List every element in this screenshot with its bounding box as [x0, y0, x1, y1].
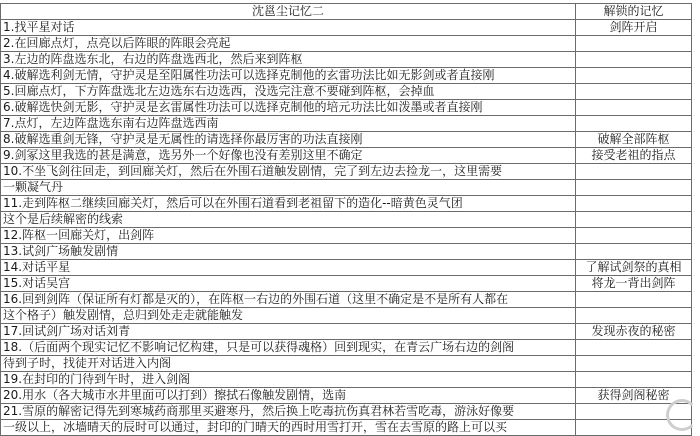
step-cell: 4.破解选利剑无情，守护灵是至阳属性功法可以选择克制他的玄雷功法比如无影剑或者直接刚 [1, 68, 576, 84]
unlock-cell [576, 420, 692, 436]
unlock-cell [576, 292, 692, 308]
unlock-cell [576, 308, 692, 324]
table-row [1, 388, 692, 404]
table-row [1, 228, 692, 244]
step-cell: 13.试剑广场触发剧情 [1, 244, 576, 260]
step-cell: 18.（后面两个现实记忆不影响记忆构建，只是可以获得魂格）回到现实，在青云广场右边的剑阁 [1, 340, 576, 356]
unlock-cell [576, 404, 692, 420]
step-cell: 15.对话吴宫 [1, 276, 576, 292]
table-row [1, 324, 692, 340]
unlock-cell [576, 100, 692, 116]
step-cell: 21.雪原的解密记得先到寒城药商那里买避寒丹，然后换上吃毒抗伤真君林若雪吃毒，游泳好像要 [1, 404, 576, 420]
unlock-cell: 将龙一背出剑阵 [576, 276, 692, 292]
unlock-cell [576, 116, 692, 132]
step-cell: 9.剑冢这里我选的甚是满意，选另外一个好像也没有差别这里不确定 [1, 148, 576, 164]
table-row [1, 180, 692, 196]
table-row [1, 260, 692, 276]
step-cell: 一级以上，冰墙晴天的辰时可以通过，封印的门晴天的西时用雪打开，雪在去雪原的路上可以买 [1, 420, 576, 436]
table-row [1, 84, 692, 100]
unlock-cell [576, 212, 692, 228]
unlock-cell: 剑阵开启 [576, 20, 692, 36]
unlock-cell [576, 356, 692, 372]
unlock-cell [576, 68, 692, 84]
step-cell: 14.对话平星 [1, 260, 576, 276]
table-row [1, 372, 692, 388]
step-cell: 一颗凝气丹 [1, 180, 576, 196]
unlock-cell [576, 36, 692, 52]
table-row [1, 132, 692, 148]
step-cell: 16.回到剑阵（保证所有灯都是灭的），在阵枢一右边的外围石道（这里不确定是不是所有人都在 [1, 292, 576, 308]
table-row [1, 340, 692, 356]
table-row [1, 148, 692, 164]
step-cell: 1.找平星对话 [1, 20, 576, 36]
step-cell: 20.用水（各大城市水井里面可以打到）擦拭石像触发剧情，选南 [1, 388, 576, 404]
step-cell: 8.破解选重剑无锋，守护灵是无属性的请选择你最厉害的功法直接刚 [1, 132, 576, 148]
table-row [1, 308, 692, 324]
table-row [1, 276, 692, 292]
step-cell: 2.在回廊点灯，点亮以后阵眼的阵眼会亮起 [1, 36, 576, 52]
unlock-cell [576, 164, 692, 180]
step-cell: 19.在封印的门待到午时，进入剑阁 [1, 372, 576, 388]
table-row [1, 36, 692, 52]
table-row [1, 420, 692, 436]
step-cell: 这个格子）触发剧情，总归到处走走就能触发 [1, 308, 576, 324]
step-cell: 17.回试剑广场对话刘青 [1, 324, 576, 340]
table-row [1, 52, 692, 68]
step-cell: 12.阵枢一回廊关灯，出剑阵 [1, 228, 576, 244]
step-cell: 11.走到阵枢二继续回廊关灯，然后可以在外围石道看到老祖留下的造化--暗黄色灵气团 [1, 196, 576, 212]
unlock-cell: 接受老祖的指点 [576, 148, 692, 164]
unlock-cell [576, 228, 692, 244]
table-row [1, 116, 692, 132]
table-row [1, 196, 692, 212]
unlock-cell [576, 180, 692, 196]
table-header-row [1, 4, 692, 20]
unlock-cell: 破解全部阵枢 [576, 132, 692, 148]
table-row [1, 20, 692, 36]
unlock-cell: 获得剑阁秘密 [576, 388, 692, 404]
table-row [1, 404, 692, 420]
step-cell: 7.点灯，左边阵盘选东南右边阵盘选西南 [1, 116, 576, 132]
unlock-cell [576, 340, 692, 356]
unlock-cell [576, 84, 692, 100]
unlock-cell: 发现赤夜的秘密 [576, 324, 692, 340]
unlock-cell [576, 52, 692, 68]
step-cell: 6.破解选快剑无影，守护灵是玄雷属性功法可以选择克制他的培元功法比如泼墨或者直接刚 [1, 100, 576, 116]
step-cell: 10.不坐飞剑往回走，到回廊关灯，然后在外围石道触发剧情，完了到左边去捡龙一，这里需要 [1, 164, 576, 180]
unlock-cell [576, 196, 692, 212]
table-row [1, 212, 692, 228]
unlock-cell [576, 244, 692, 260]
table-row [1, 356, 692, 372]
unlock-cell [576, 372, 692, 388]
step-cell: 这个是后续解密的线索 [1, 212, 576, 228]
unlock-cell: 了解试剑祭的真相 [576, 260, 692, 276]
step-cell: 5.回廊点灯，下方阵盘选北左边选东右边选西，没选完注意不要碰到阵枢，会掉血 [1, 84, 576, 100]
unlock-header-cell: 解锁的记忆 [576, 4, 692, 20]
table-row [1, 100, 692, 116]
table-row [1, 292, 692, 308]
table-row [1, 164, 692, 180]
step-cell: 待到子时，找徒开对话进入内阁 [1, 356, 576, 372]
table-row [1, 68, 692, 84]
step-cell: 3.左边的阵盘选东北，右边的阵盘选西北，然后来到阵枢 [1, 52, 576, 68]
table-row [1, 244, 692, 260]
memory-table [0, 3, 692, 436]
table-title-cell: 沈邕尘记忆二 [1, 4, 576, 20]
